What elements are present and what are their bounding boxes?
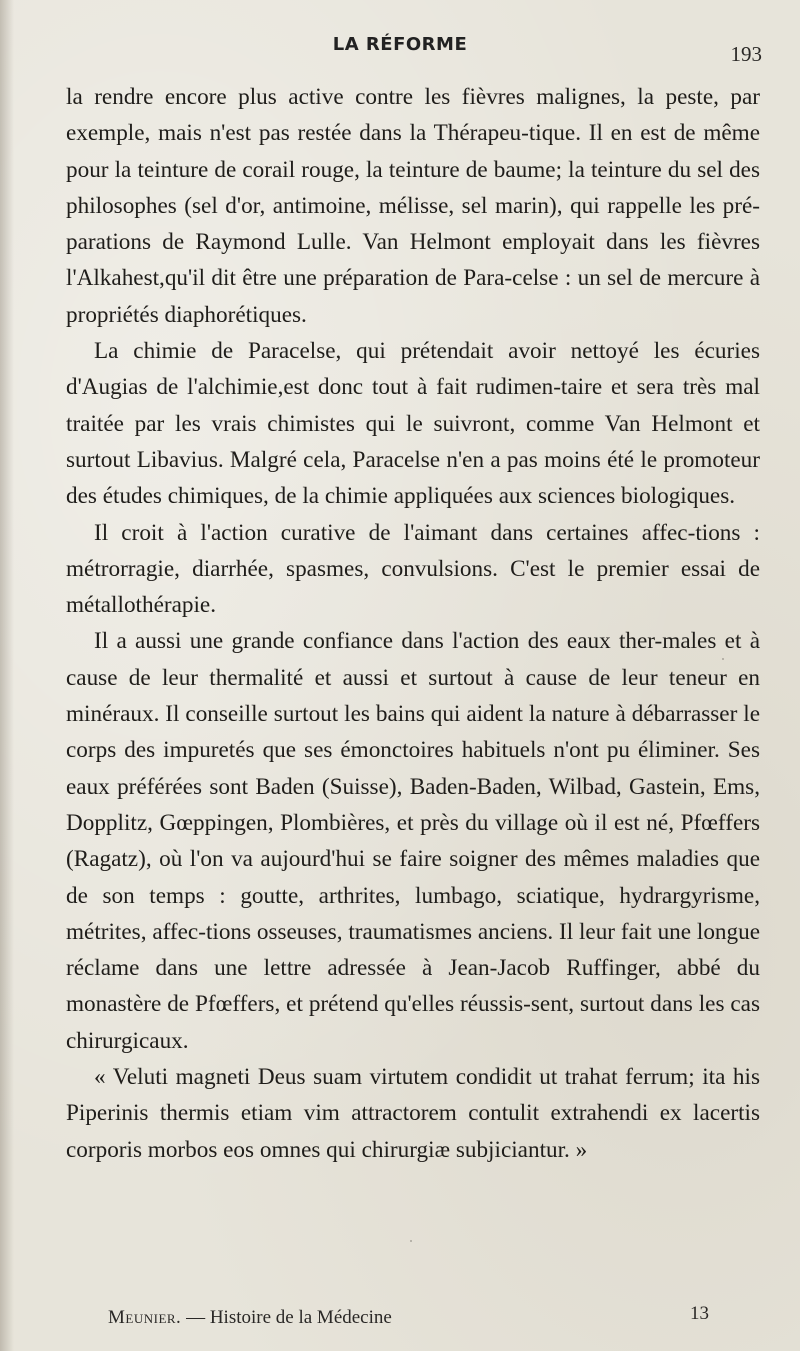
page-number: 193 [730,42,762,66]
paragraph-2: La chimie de Paracelse, qui prétendait avoir nettoyé les écuries d'Augias de l'alchimie,est donc tout à fait rudimen-taire et sera très mal traitée par les vrais chimistes qui le suivront, comme Van Helmont et surtout Libavius. Malgré cela, Paracelse n'en a pas moins été le promoteur des études chimiques, de la chimie appliquées aux sciences biologiques. [66,338,760,510]
latin-quotation: « Veluti magneti Deus suam virtutem condidit ut trahat ferrum; ita his Piperinis thermis etiam vim attractorem contulit extrahendi ex lacertis corporis morbos eos omnes qui chirurgiæ subjiciantur. » [66,1064,760,1163]
signature-mark: 13 [690,1303,709,1324]
paragraph-3: Il croit à l'action curative de l'aimant dans certaines affec-tions : métrorragie, diarrhée, spasmes, convulsions. C'est le premier essai de métallothérapie. [66,519,760,619]
paper-speck [748,358,750,360]
footer-citation [108,1307,392,1329]
paragraph-1: la rendre encore plus active contre les fièvres malignes, la peste, par exemple, mais n'est pas restée dans la Thérapeu-tique. Il en est de même pour la teinture de corail rouge, la teinture de baume; la teinture du sel des philosophes (sel d'or, antimoine, mélisse, sel marin), qui rappelle les pré-parations de Raymond Lulle. Van Helmont employait dans les fièvres l'Alkahest,qu'il dit être une préparation de Para-celse : un sel de mercure à propriétés diaphorétiques. [66,84,760,328]
page-header [0,32,800,66]
paper-speck [410,1240,412,1242]
running-head: LA RÉFORME [332,34,468,55]
paper-speck [722,658,724,660]
footer-author: Meunier. [108,1307,182,1328]
footer-title: — Histoire de la Médecine [186,1307,392,1328]
paragraph-4: Il a aussi une grande confiance dans l'action des eaux ther-males et à cause de leur thermalité et aussi et surtout à cause de leur teneur en minéraux. Il conseille surtout les bains qui aident la nature à débarrasser le corps des impuretés que ses émonctoires habituels n'ont pu éliminer. Ses eaux préférées sont Baden (Suisse), Baden-Baden, Wilbad, Gastein, Ems, Dopplitz, Gœppingen, Plombières, et près du village où il est né, Pfœffers (Ragatz), où l'on va aujourd'hui se faire soigner des mêmes maladies que de son temps : goutte, arthrites, lumbago, sciatique, hydrargyrisme, métrites, affec-tions osseuses, traumatismes anciens. Il leur fait une longue réclame dans une lettre adressée à Jean-Jacob Ruffinger, abbé du monastère de Pfœffers, et prétend qu'elles réussis-sent, surtout dans les cas chirurgicaux. [66,628,760,1054]
page-footer [0,1303,800,1337]
body-text [66,79,760,1168]
binding-gutter-shadow [0,0,14,1351]
